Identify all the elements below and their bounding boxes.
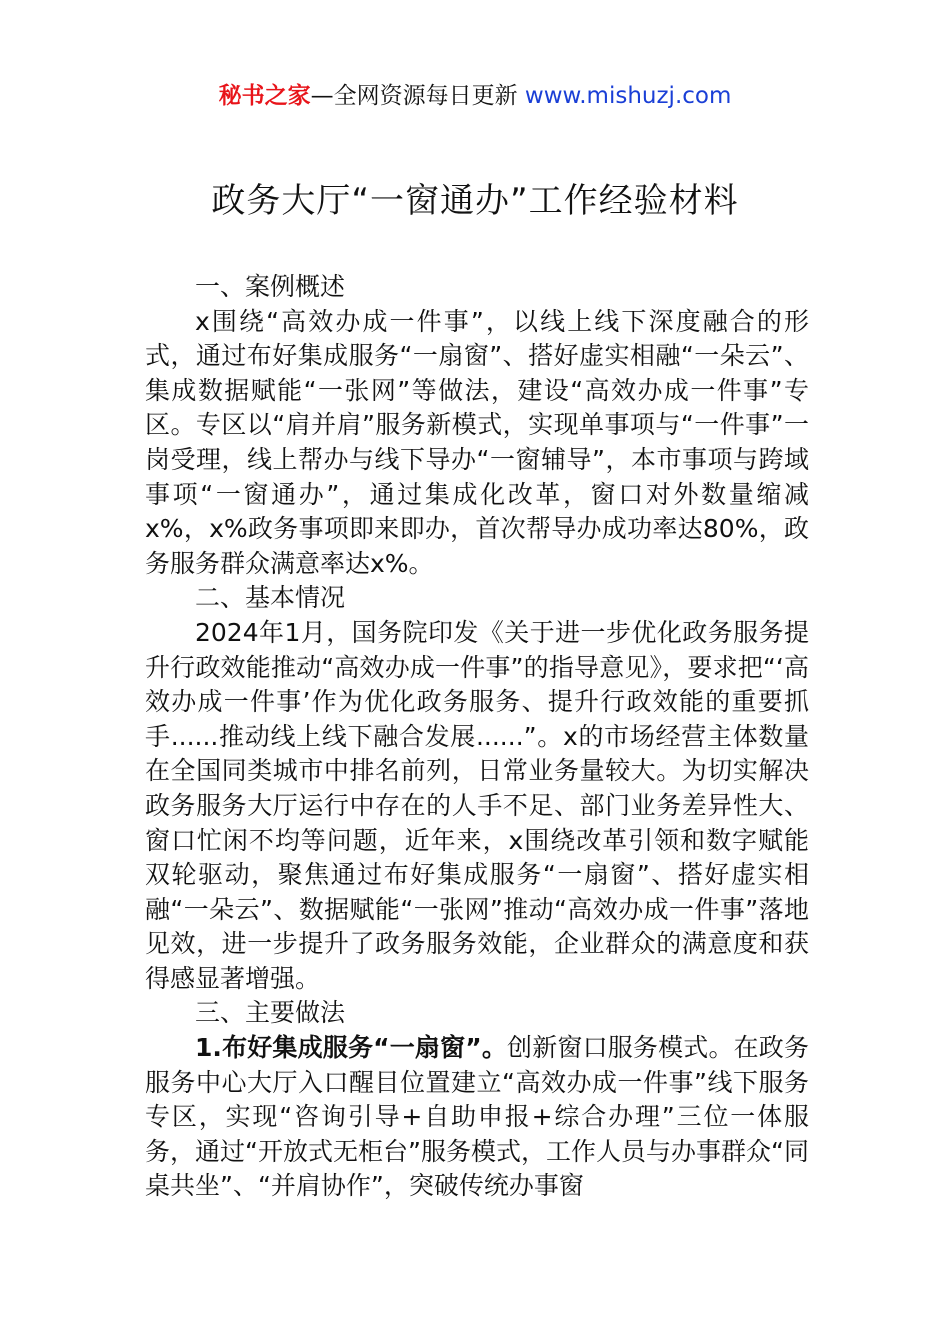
- section-heading: 二、基本情况: [195, 583, 346, 613]
- brand-name: 秘书之家: [218, 83, 311, 109]
- site-header: [0, 80, 950, 112]
- header-url[interactable]: www.mishuzj.com: [524, 83, 732, 109]
- paragraph: [145, 1031, 809, 1204]
- paragraph-lead: 1.布好集成服务“一扇窗”。: [195, 1033, 508, 1063]
- paragraph-text: 创新窗口服务模式。在政务服务中心大厅入口醒目位置建立“高效办成一件事”线下服务专区，实现“咨询引导+自助申报+综合办理”三位一体服务，通过“开放式无柜台”服务模式，工作人员与办事群众“同桌共坐”、“并肩协作”，突破传统办事窗: [145, 1033, 809, 1201]
- document-title: 政务大厅“一窗通办”工作经验材料: [211, 181, 739, 221]
- paragraph: 2024年1月，国务院印发《关于进一步优化政务服务提升行政效能推动“高效办成一件事”的指导意见》，要求把“‘高效办成一件事’作为优化政务服务、提升行政效能的重要抓手......推动线上线下融合发展......”。x的市场经营主体数量在全国同类城市中排名前列，日常业务量较大。为切实解决政务服务大厅运行中存在的人手不足、部门业务差异性大、窗口忙闲不均等问题，近年来，x围绕改革引领和数字赋能双轮驱动，聚焦通过布好集成服务“一扇窗”、搭好虚实相融“一朵云”、数据赋能“一张网”推动“高效办成一件事”落地见效，进一步提升了政务服务效能，企业群众的满意度和获得感显著增强。: [145, 617, 809, 993]
- document-body: [145, 270, 809, 1204]
- header-tagline: —全网资源每日更新: [310, 83, 525, 109]
- section-heading: 一、案例概述: [195, 272, 346, 301]
- paragraph: x围绕“高效办成一件事”，以线上线下深度融合的形式，通过布好集成服务“一扇窗”、搭好虚实相融“一朵云”、集成数据赋能“一张网”等做法，建设“高效办成一件事”专区。专区以“肩并肩”服务新模式，实现单事项与“一件事”一岗受理，线上帮办与线下导办“一窗辅导”，本市事项与跨域事项“一窗通办”，通过集成化改革，窗口对外数量缩减x%，x%政务事项即来即办，首次帮导办成功率达80%，政务服务群众满意率达x%。: [145, 306, 809, 578]
- section-heading: 三、主要做法: [195, 998, 346, 1028]
